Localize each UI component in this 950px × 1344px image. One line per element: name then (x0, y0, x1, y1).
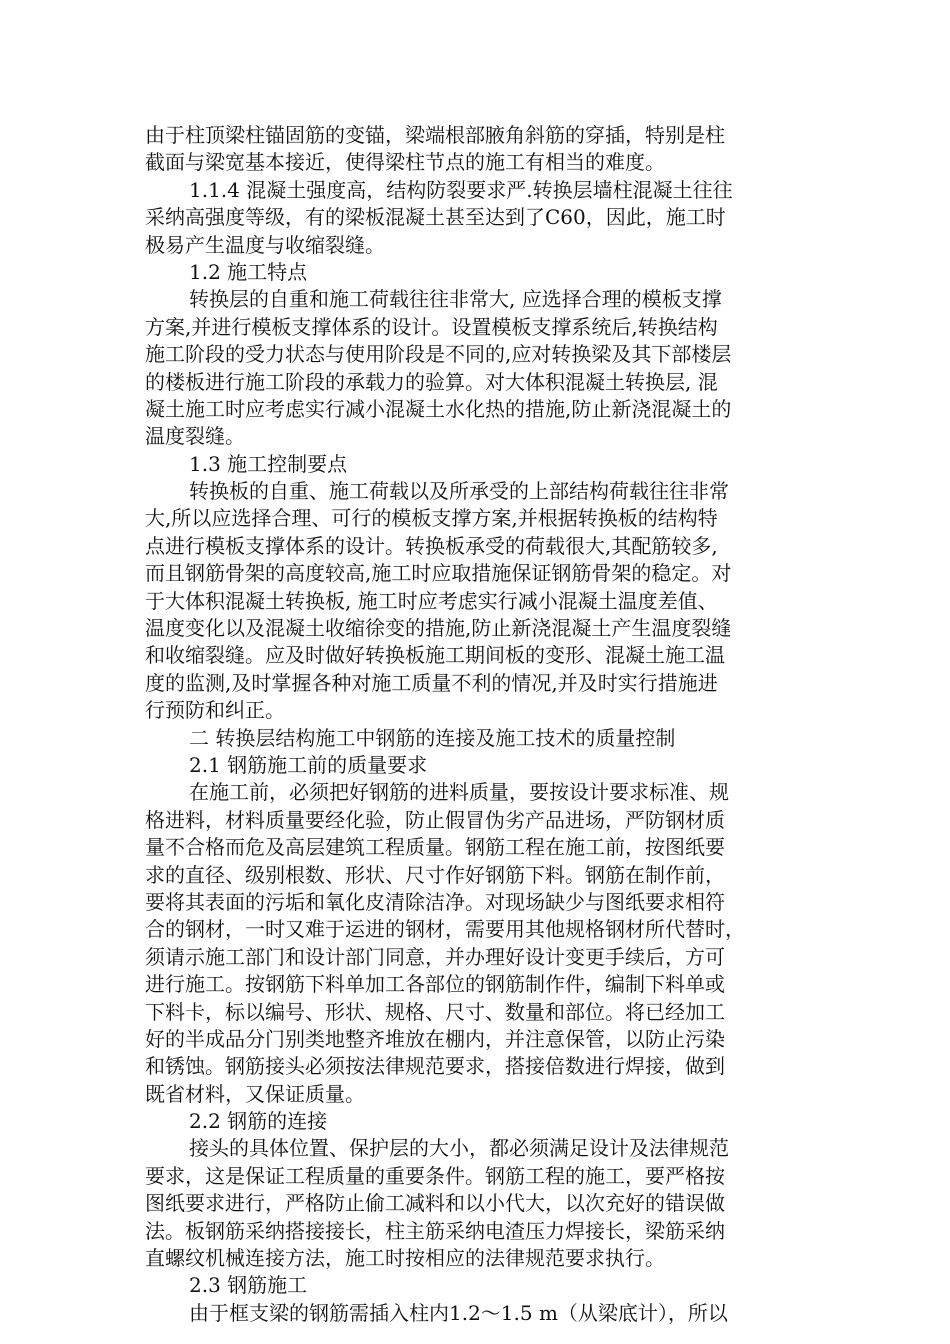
text-line: 和锈蚀。钢筋接头必须按法律规范要求，搭接倍数进行焊接，做到 (145, 1054, 725, 1079)
text-line: 二 转换层结构施工中钢筋的连接及施工技术的质量控制 (189, 725, 676, 750)
text-line: 合的钢材，一时又难于运进的钢材，需要用其他规格钢材所代替时， (145, 917, 745, 942)
text-line: 2.2 钢筋的连接 (189, 1109, 328, 1134)
text-line: 量不合格而危及高层建筑工程质量。钢筋工程在施工前，按图纸要 (145, 835, 725, 860)
text-line: 采纳高强度等级，有的梁板混凝土甚至达到了C60，因此，施工时 (145, 205, 726, 230)
text-line: 2.3 钢筋施工 (189, 1273, 308, 1298)
text-line: 方案,并进行模板支撑体系的设计。设置模板支撑系统后,转换结构 (145, 314, 718, 339)
text-line: 1.3 施工控制要点 (189, 451, 348, 476)
text-line: 格进料，材料质量要经化验，防止假冒伪劣产品进场，严防钢材质 (145, 807, 725, 832)
text-line: 温度变化以及混凝土收缩徐变的措施,防止新浇混凝土产生温度裂缝 (145, 616, 732, 641)
text-line: 温度裂缝。 (145, 424, 245, 449)
text-line: 由于柱顶梁柱锚固筋的变锚，梁端根部腋角斜筋的穿插，特别是柱 (145, 123, 725, 147)
text-line: 既省材料，又保证质量。 (145, 1081, 365, 1106)
document-body (145, 122, 815, 1327)
text-line: 于大体积混凝土转换板, 施工时应考虑实行减小混凝土温度差值、 (145, 588, 718, 613)
text-line: 点进行模板支撑体系的设计。转换板承受的荷载很大,其配筋较多, (145, 533, 718, 558)
text-line: 进行施工。按钢筋下料单加工各部位的钢筋制作件，编制下料单或 (145, 972, 725, 997)
text-line: 行预防和纠正。 (145, 698, 285, 723)
text-line: 直螺纹机械连接方法，施工时按相应的法律规范要求执行。 (145, 1246, 665, 1271)
text-line: 转换层的自重和施工荷载往往非常大, 应选择合理的模板支撑 (189, 287, 722, 312)
text-line: 须请示施工部门和设计部门同意，并办理好设计变更手续后，方可 (145, 944, 725, 969)
text-line: 而且钢筋骨架的高度较高,施工时应取措施保证钢筋骨架的稳定。对 (145, 561, 732, 586)
text-line: 接头的具体位置、保护层的大小，都必须满足设计及法律规范 (189, 1136, 729, 1161)
text-line: 要将其表面的污垢和氧化皮清除洁净。对现场缺少与图纸要求相符 (145, 889, 725, 914)
text-line: 1.2 施工特点 (189, 259, 308, 284)
text-line: 法。板钢筋采纳搭接接长，柱主筋采纳电渣压力焊接长，梁筋采纳 (145, 1218, 725, 1243)
text-line: 大,所以应选择合理、可行的模板支撑方案,并根据转换板的结构特 (145, 506, 718, 531)
text-line: 转换板的自重、施工荷载以及所承受的上部结构荷载往往非常 (189, 479, 729, 504)
text-line: 极易产生温度与收缩裂缝。 (145, 232, 385, 257)
text-line: 施工阶段的受力状态与使用阶段是不同的,应对转换梁及其下部楼层 (145, 342, 732, 367)
text-line: 下料卡，标以编号、形状、规格、尺寸、数量和部位。将已经加工 (145, 999, 725, 1024)
text-line: 求的直径、级别根数、形状、尺寸作好钢筋下料。钢筋在制作前， (145, 862, 725, 887)
text-line: 2.1 钢筋施工前的质量要求 (189, 752, 428, 777)
text-line: 的楼板进行施工阶段的承载力的验算。对大体积混凝土转换层, 混 (145, 369, 718, 394)
text-line: 要求，这是保证工程质量的重要条件。钢筋工程的施工，要严格按 (145, 1163, 725, 1188)
text-line: 在施工前，必须把好钢筋的进料质量，要按设计要求标准、规 (189, 780, 729, 805)
text-line: 好的半成品分门别类地整齐堆放在棚内，并注意保管，以防止污染 (145, 1026, 725, 1051)
text-line: 凝土施工时应考虑实行减小混凝土水化热的措施,防止新浇混凝土的 (145, 396, 732, 421)
text-line: 图纸要求进行，严格防止偷工减料和以小代大，以次充好的错误做 (145, 1191, 725, 1216)
text-line: 截面与梁宽基本接近，使得梁柱节点的施工有相当的难度。 (145, 150, 665, 175)
text-line: 度的监测,及时掌握各种对施工质量不利的情况,并及时实行措施进 (145, 670, 718, 695)
text-line: 1.1.4 混凝土强度高，结构防裂要求严.转换层墙柱混凝土往往 (189, 177, 733, 202)
text-line: 由于框支梁的钢筋需插入柱内1.2～1.5 m（从梁底计），所以 (189, 1300, 728, 1325)
text-line: 和收缩裂缝。应及时做好转换板施工期间板的变形、混凝土施工温 (145, 643, 725, 668)
